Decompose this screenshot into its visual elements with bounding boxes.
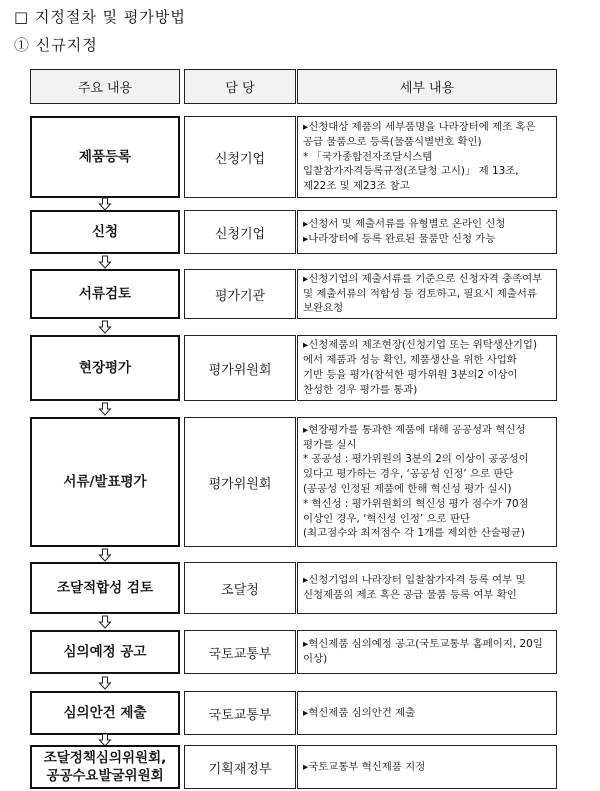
detail-line: * 공공성 : 평가위원의 3분의 2의 이상이 공공성이 xyxy=(303,453,529,466)
detail-line: ▸신청기업의 나라장터 입찰참가자격 등록 여부 및 xyxy=(303,574,526,587)
detail-line: ▸현장평가를 통과한 제품에 대해 공공성과 혁신성 xyxy=(303,423,526,436)
detail-line: 신청제품의 제조 혹은 공급 물품 등록 여부 확인 xyxy=(303,589,517,601)
detail-line: ▸신청제품의 제조현장(신청기업 또는 위탁생산기업) xyxy=(303,339,538,352)
detail-line: ▸신청대상 제품의 세부품명을 나라장터에 제조 혹은 xyxy=(303,121,536,134)
step-owner: 국토교통부 xyxy=(184,630,296,674)
detail-line: ▸신청서 및 제출서류를 유형별로 온라인 신청 xyxy=(303,218,506,231)
detail-line: ▸나라장터에 등록 완료된 물품만 신청 가능 xyxy=(303,233,496,245)
down-arrow-icon xyxy=(98,402,112,416)
step-name: 제품등록 xyxy=(30,116,180,198)
step-details xyxy=(297,269,557,319)
detail-line: 에서 제품과 성능 확인, 제품생산을 위한 사업화 xyxy=(303,354,517,367)
step-owner: 국토교통부 xyxy=(184,691,296,735)
down-arrow-icon xyxy=(98,676,112,690)
detail-line: 이상) xyxy=(303,653,328,665)
step-owner: 신청기업 xyxy=(184,116,296,198)
detail-line: 공급 물품으로 등록(물품식별번호 확인) xyxy=(303,135,482,148)
detail-line: 보완요청 xyxy=(303,302,344,315)
detail-line: * 「국가종합전자조달시스템 xyxy=(303,150,433,163)
step-owner: 평가기관 xyxy=(184,269,296,319)
detail-line: (공공성 인정된 제품에 한해 혁신성 평가 실시) xyxy=(303,483,512,495)
detail-line: 찬성한 경우 평가를 통과) xyxy=(303,383,418,396)
step-details xyxy=(297,745,557,789)
step-owner: 평가위원회 xyxy=(184,417,296,547)
header-main-content: 주요 내용 xyxy=(30,69,180,104)
step-name: 현장평가 xyxy=(30,335,180,401)
down-arrow-icon xyxy=(98,320,112,334)
step-owner: 신청기업 xyxy=(184,210,296,254)
step-owner: 조달청 xyxy=(184,562,296,614)
down-arrow-icon xyxy=(98,197,112,211)
step-details xyxy=(297,691,557,735)
step-name: 조달적합성 검토 xyxy=(30,562,180,614)
down-arrow-icon xyxy=(98,615,112,629)
detail-line: 평가를 실시 xyxy=(303,438,357,451)
step-details xyxy=(297,562,557,614)
step-owner: 기획재정부 xyxy=(184,745,296,789)
detail-line: (최고점수와 최저점수 각 1개를 제외한 산술평균) xyxy=(303,527,525,540)
header-owner: 담 당 xyxy=(184,69,296,104)
step-name: 조달정책심의위원회, 공공수요발굴위원회 xyxy=(30,745,180,789)
detail-line: ▸신청기업의 제출서류를 기준으로 신청자격 충족여부 xyxy=(303,272,543,285)
detail-line: 입찰참가자격등록규정(조달청 고시)」 제 13조, xyxy=(303,165,519,178)
detail-line: 있다고 평가하는 경우, ‘공공성 인정’ 으로 판단 xyxy=(303,468,514,481)
step-details xyxy=(297,335,557,401)
detail-line: ▸혁신제품 심의예정 공고(국토교통부 홈페이지, 20일 xyxy=(303,638,543,651)
detail-line: ▸혁신제품 심의안건 제출 xyxy=(303,706,416,719)
detail-line: ▸국토교통부 혁신제품 지정 xyxy=(303,760,426,773)
detail-line: 이상인 경우, ‘혁신성 인정’ 으로 판단 xyxy=(303,512,470,525)
step-details xyxy=(297,116,557,198)
step-name: 서류검토 xyxy=(30,269,180,319)
step-name: 심의안건 제출 xyxy=(30,691,180,735)
step-name: 서류/발표평가 xyxy=(30,417,180,547)
section-title: □ 지정절차 및 평가방법 xyxy=(14,8,186,26)
detail-line: 및 제출서류의 적합성 등 검토하고, 필요시 제출서류 xyxy=(303,287,537,300)
detail-line: 기반 등을 평가(참석한 평가위원 3분의2 이상이 xyxy=(303,369,518,381)
step-details xyxy=(297,417,557,547)
subsection-title: ① 신규지정 xyxy=(14,36,98,54)
detail-line: * 혁신성 : 평가위원회의 혁신성 평가 점수가 70점 xyxy=(303,497,529,510)
header-details: 세부 내용 xyxy=(297,69,557,104)
down-arrow-icon xyxy=(98,255,112,269)
step-owner: 평가위원회 xyxy=(184,335,296,401)
down-arrow-icon xyxy=(98,548,112,562)
step-name: 심의예정 공고 xyxy=(30,630,180,674)
detail-line: 제22조 및 제23조 참고 xyxy=(303,180,410,193)
step-details xyxy=(297,210,557,254)
step-name: 신청 xyxy=(30,210,180,254)
step-details xyxy=(297,630,557,674)
